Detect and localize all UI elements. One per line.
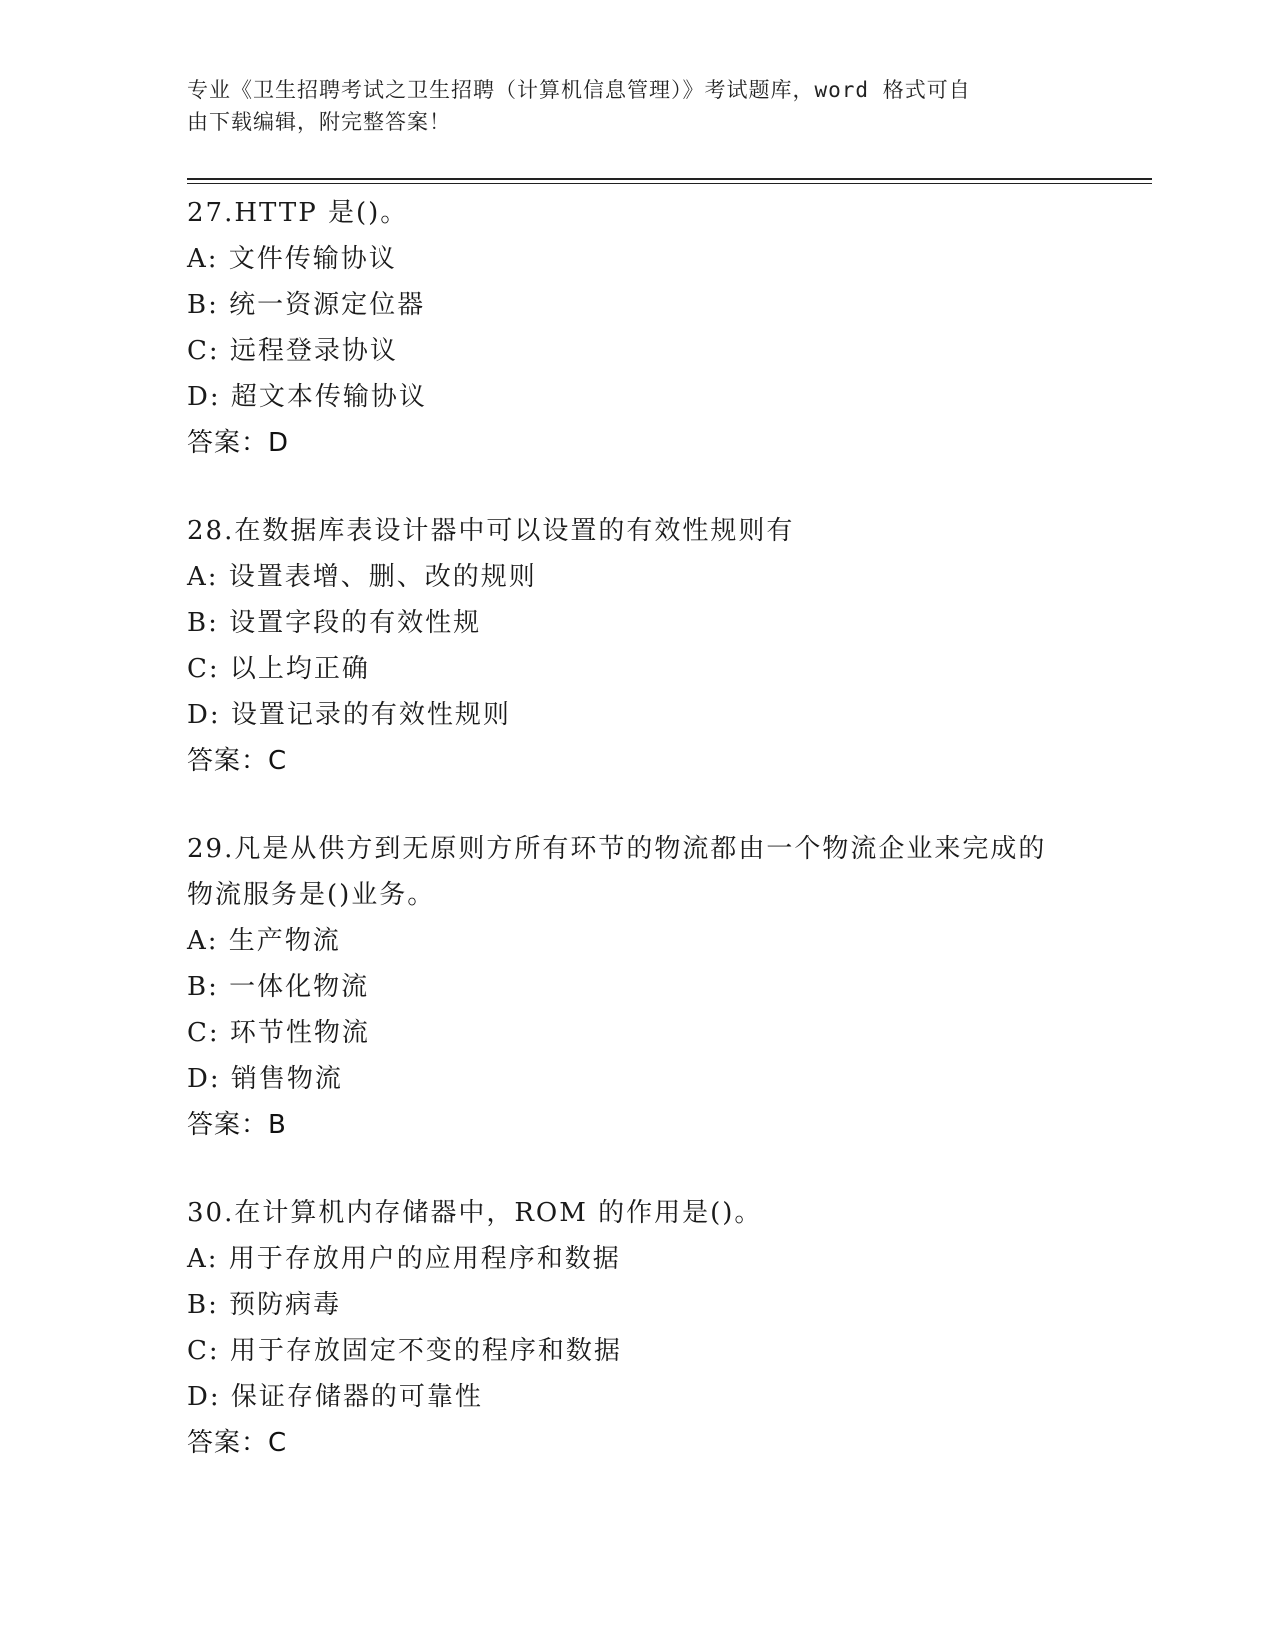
header-line-1: 专业《卫生招聘考试之卫生招聘（计算机信息管理）》考试题库，word 格式可自 (187, 78, 971, 102)
option-b: B: 设置字段的有效性规 (187, 608, 482, 638)
option-d: D: 保证存储器的可靠性 (187, 1382, 483, 1412)
option-b: B: 一体化物流 (187, 972, 370, 1002)
document-header (187, 74, 1087, 138)
option-a: A: 设置表增、删、改的规则 (187, 562, 537, 592)
answer-line: 答案：C (187, 1428, 288, 1458)
option-c: C: 用于存放固定不变的程序和数据 (187, 1336, 622, 1366)
question-30 (187, 1190, 1087, 1466)
option-b: B: 统一资源定位器 (187, 290, 426, 320)
option-d: D: 销售物流 (187, 1064, 343, 1094)
question-29 (187, 826, 1087, 1148)
question-stem: 27.HTTP 是()。 (187, 198, 409, 228)
option-b: B: 预防病毒 (187, 1290, 342, 1320)
question-stem: 29.凡是从供方到无原则方所有环节的物流都由一个物流企业来完成的 (187, 834, 1047, 864)
question-stem: 30.在计算机内存储器中，ROM 的作用是()。 (187, 1198, 763, 1228)
header-line-2: 由下载编辑，附完整答案！ (187, 110, 451, 134)
option-c: C: 以上均正确 (187, 654, 370, 684)
option-c: C: 远程登录协议 (187, 336, 398, 366)
option-a: A: 用于存放用户的应用程序和数据 (187, 1244, 621, 1274)
question-27 (187, 190, 1087, 466)
option-a: A: 生产物流 (187, 926, 341, 956)
question-28 (187, 508, 1087, 784)
header-divider-thin (187, 183, 1152, 184)
option-d: D: 设置记录的有效性规则 (187, 700, 511, 730)
option-a: A: 文件传输协议 (187, 244, 397, 274)
question-stem: 28.在数据库表设计器中可以设置的有效性规则有 (187, 516, 795, 546)
answer-line: 答案：D (187, 428, 290, 458)
option-d: D: 超文本传输协议 (187, 382, 427, 412)
answer-line: 答案：B (187, 1110, 287, 1140)
answer-line: 答案：C (187, 746, 288, 776)
question-stem-continued: 物流服务是()业务。 (187, 880, 436, 910)
question-list (187, 190, 1087, 1508)
header-divider-thick (187, 178, 1152, 180)
option-c: C: 环节性物流 (187, 1018, 370, 1048)
